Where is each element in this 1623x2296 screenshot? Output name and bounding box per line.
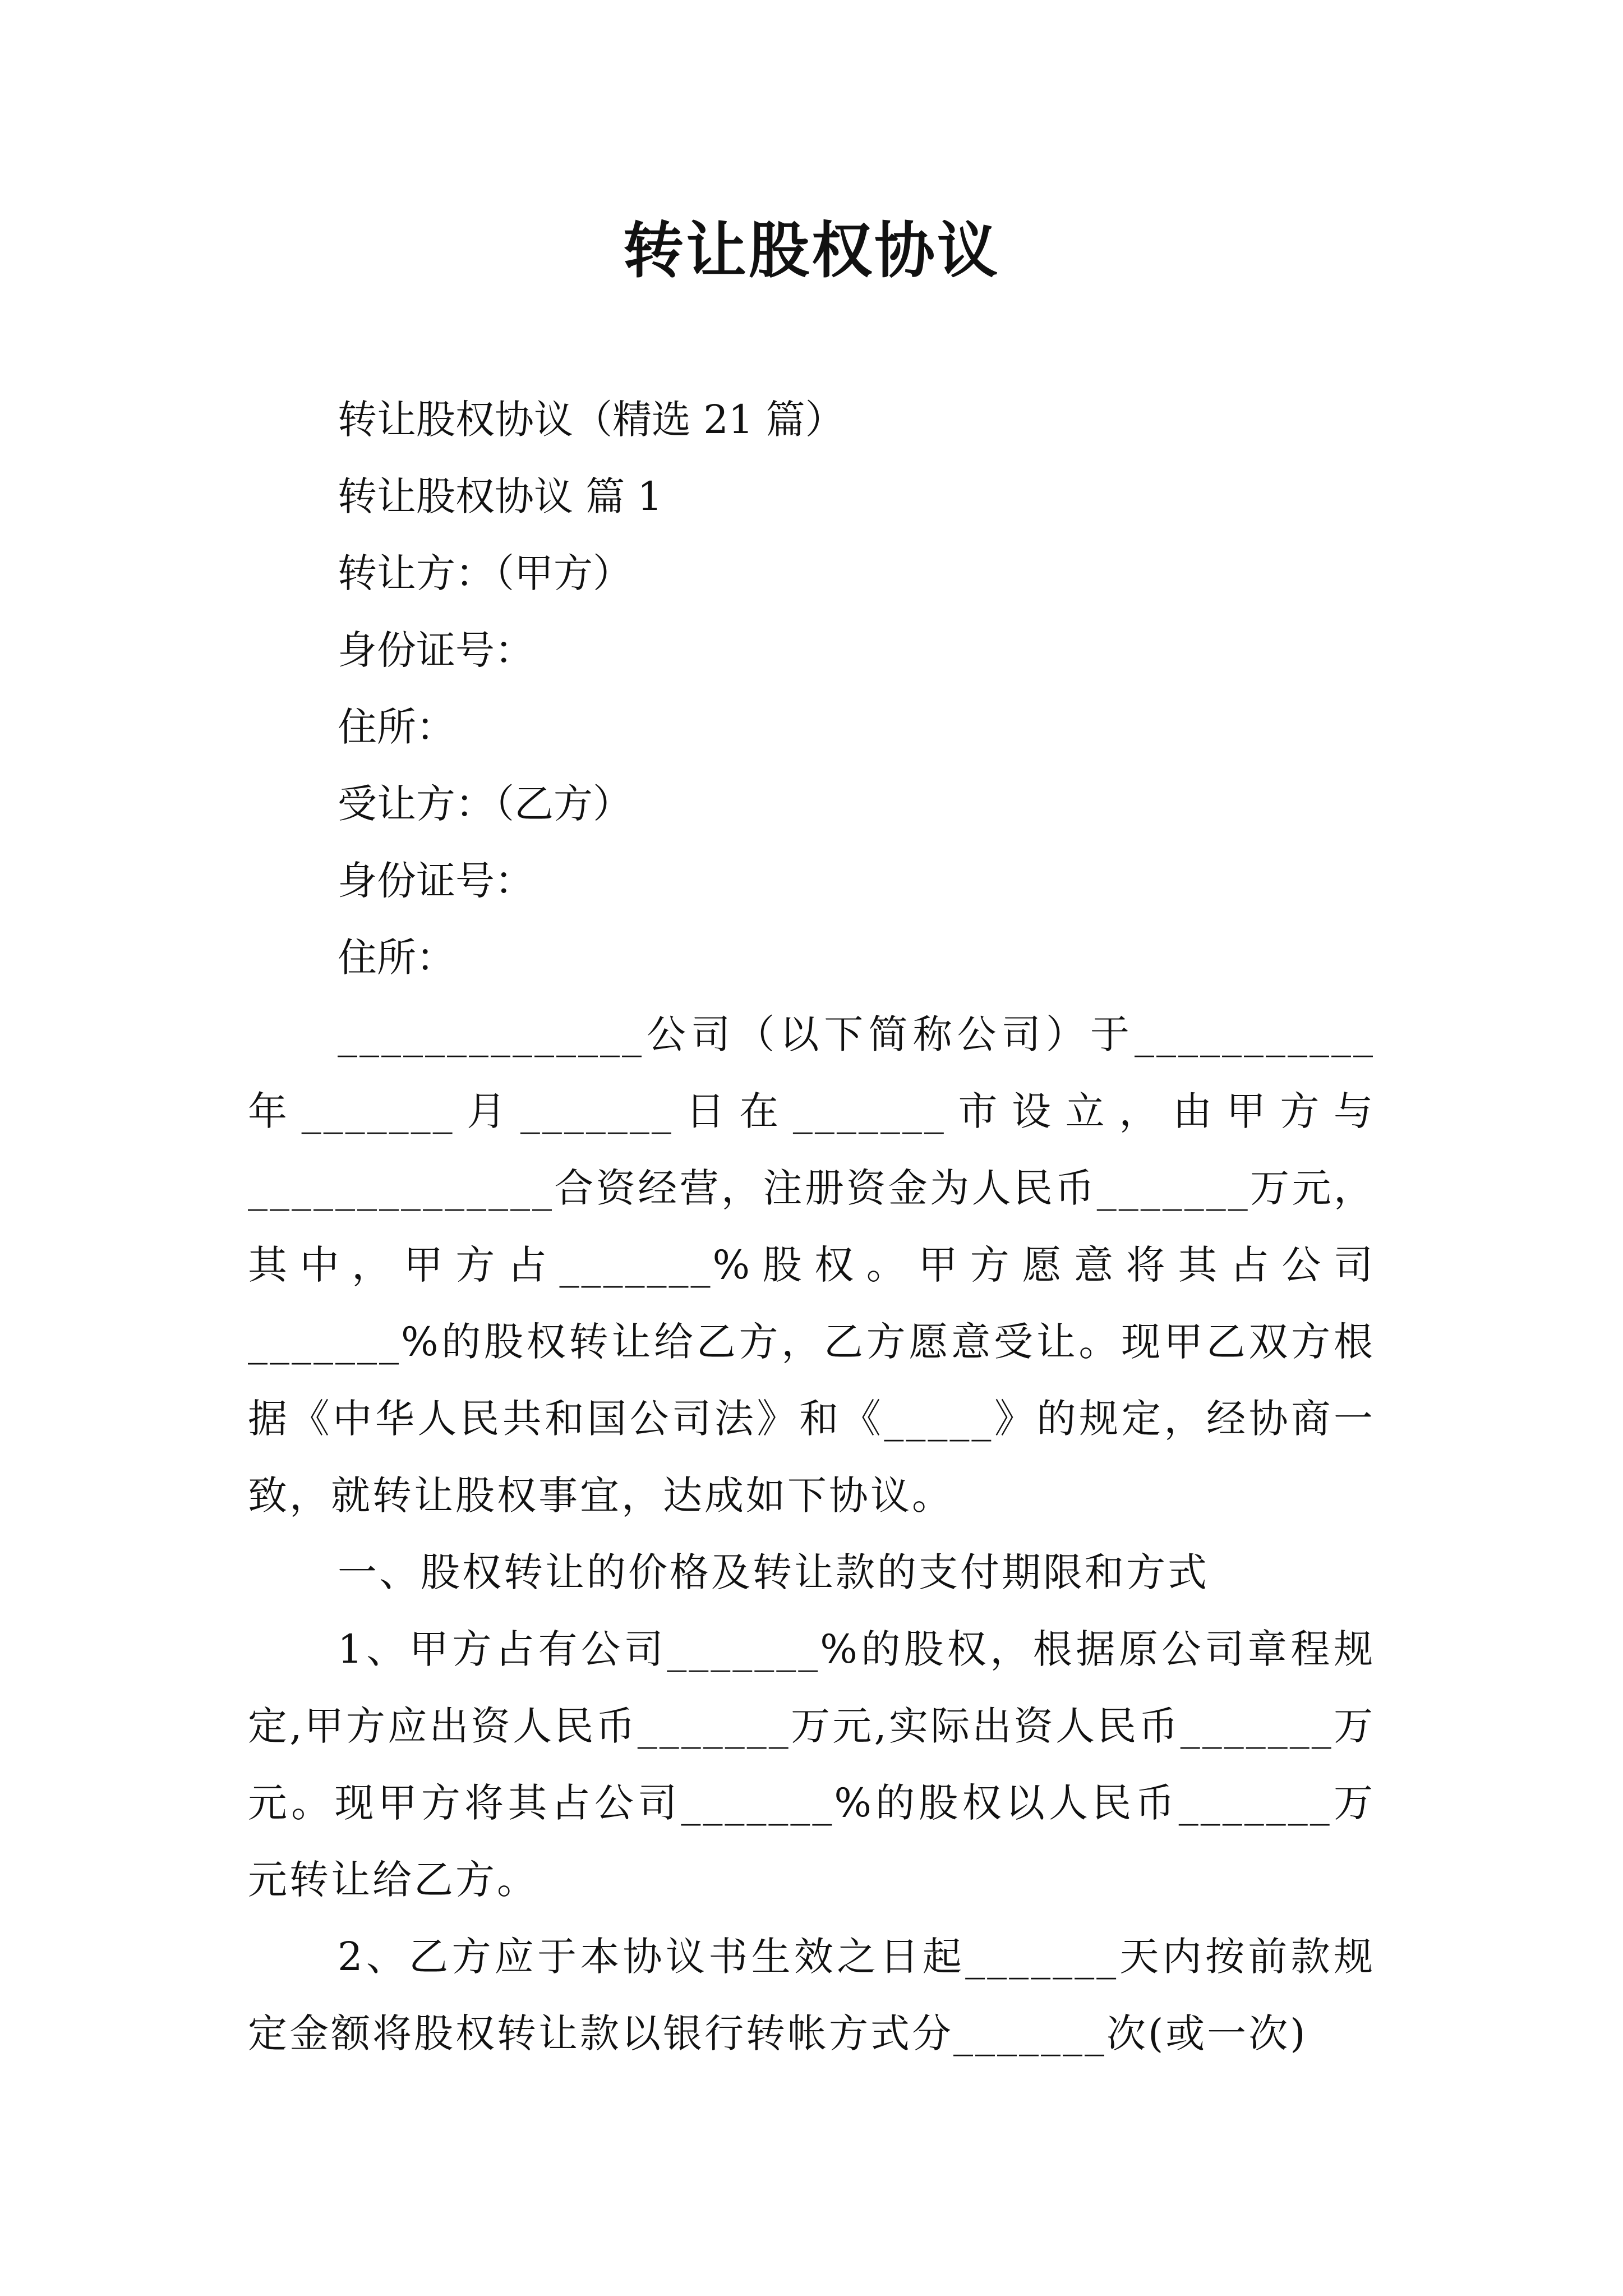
clause-heading-1: 一、股权转让的价格及转让款的支付期限和方式: [338, 1549, 1209, 1595]
transferee-label: 受让方：（乙方）: [338, 781, 632, 827]
transferor-label: 转让方：（甲方）: [338, 550, 632, 596]
section-heading: 转让股权协议 篇 1: [338, 473, 663, 519]
transferee-address-label: 住所：: [338, 935, 455, 981]
clause-1-paragraph: 1、甲方占有公司_______%的股权，根据原公司章程规定,甲方应出资人民币_______万元,实际出资人民币_______万元。现甲方将其占公司_______%的股权以人民币_______万元转让给乙方。: [248, 1626, 1375, 1903]
document-body: [248, 381, 1375, 2072]
document-title: 转让股权协议: [623, 216, 1000, 286]
transferor-address-label: 住所：: [338, 704, 455, 750]
clause-2-paragraph: 2、乙方应于本协议书生效之日起_______天内按前款规定金额将股权转让款以银行转帐方式分_______次(或一次): [248, 1934, 1375, 2056]
subtitle-line: 转让股权协议（精选 21 篇）: [338, 397, 845, 443]
intro-paragraph: ______________公司（以下简称公司）于___________年_______月_______日在_______市设立，由甲方与______________合资经营，注册资金为人民币_______万元，其中，甲方占_______%股权。甲方愿意将其占公司_______%的股权转让给乙方，乙方愿意受让。现甲乙双方根据《中华人民共和国公司法》和《_____》的规定，经协商一致，就转让股权事宜，达成如下协议。: [248, 1011, 1375, 1519]
transferor-id-label: 身份证号：: [338, 627, 534, 673]
transferee-id-label: 身份证号：: [338, 858, 534, 904]
